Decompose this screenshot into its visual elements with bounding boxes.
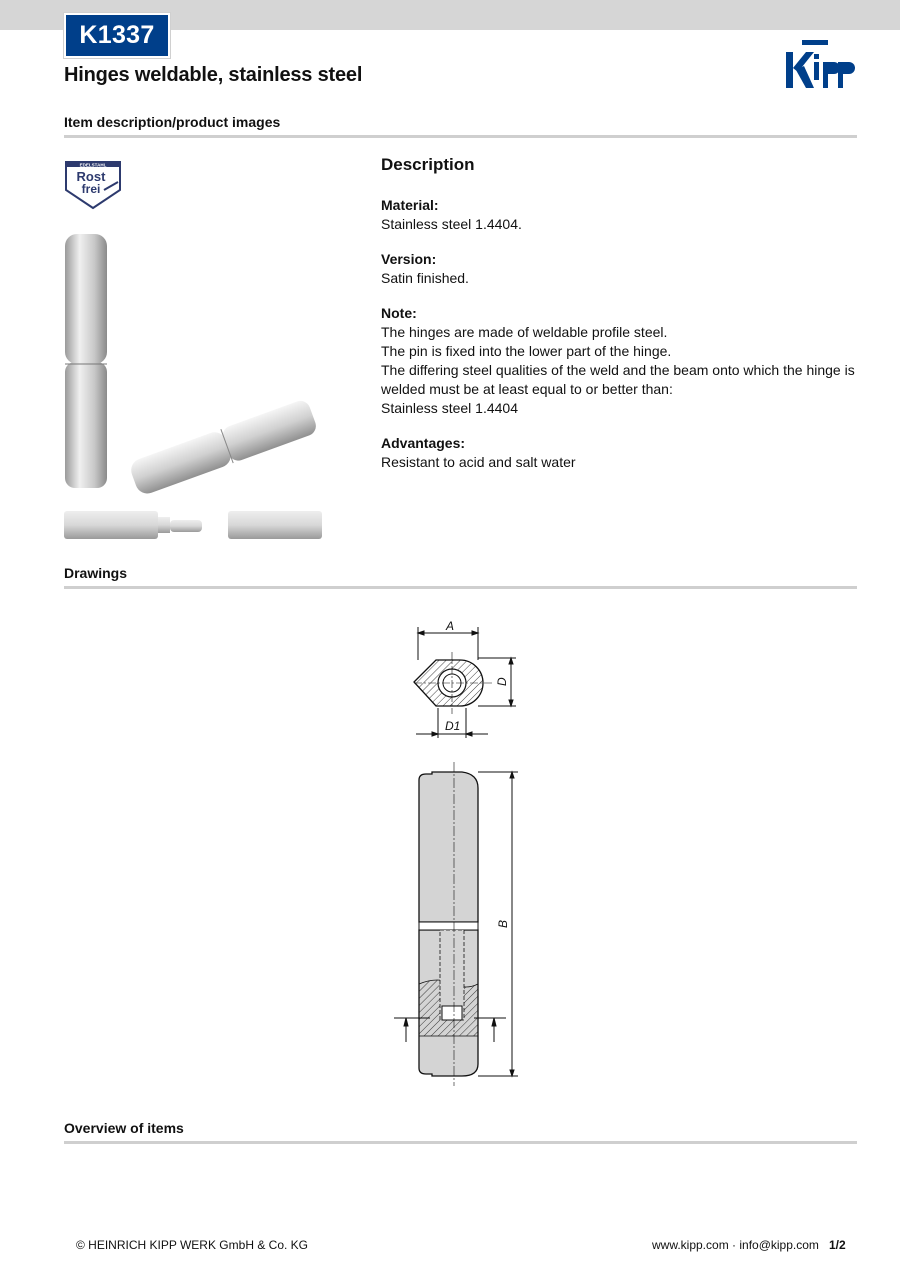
footer-copyright: © HEINRICH KIPP WERK GmbH & Co. KG (76, 1238, 308, 1252)
note-line: The hinges are made of weldable profile steel. (381, 324, 668, 340)
advantages-label: Advantages: (381, 435, 466, 451)
description-panel (381, 155, 861, 488)
note-line: The differing steel qualities of the weld and the beam onto which the hinge is welded must be at least equal to or better than: (381, 362, 855, 397)
footer-contact: www.kipp.com · info@kipp.com (652, 1238, 819, 1252)
version-label: Version: (381, 251, 437, 267)
dim-label-a: A (446, 619, 455, 633)
technical-drawing (388, 612, 528, 1092)
product-photo (64, 230, 322, 542)
material-block (381, 196, 861, 234)
footer-page-number: 1/2 (829, 1238, 846, 1252)
section-drawings: Drawings (64, 565, 128, 581)
section-rule (64, 1141, 857, 1144)
product-code-badge: K1337 (64, 13, 170, 58)
badge-line1: Rost (76, 169, 106, 184)
rostfrei-badge (64, 160, 122, 210)
section-item-description: Item description/product images (64, 114, 281, 130)
dim-label-d1: D1 (445, 719, 461, 733)
advantages-block (381, 434, 861, 472)
material-value: Stainless steel 1.4404. (381, 216, 522, 232)
badge-top-text: EDELSTAHL (79, 162, 107, 168)
section-overview: Overview of items (64, 1120, 184, 1136)
note-block (381, 304, 861, 418)
page-title: Hinges weldable, stainless steel (64, 64, 363, 86)
kipp-logo (780, 36, 860, 94)
section-rule (64, 586, 857, 589)
note-line: The pin is fixed into the lower part of the hinge. (381, 343, 672, 359)
advantages-value: Resistant to acid and salt water (381, 454, 576, 470)
version-value: Satin finished. (381, 270, 469, 286)
version-block (381, 250, 861, 288)
dim-label-b: B (496, 919, 510, 928)
note-line: Stainless steel 1.4404 (381, 400, 518, 416)
material-label: Material: (381, 197, 439, 213)
description-title: Description (381, 155, 475, 174)
logo-text: Kipp (817, 92, 823, 94)
dim-label-d: D (495, 677, 509, 686)
badge-line2: frei (81, 182, 101, 196)
section-rule (64, 135, 857, 138)
note-label: Note: (381, 305, 417, 321)
